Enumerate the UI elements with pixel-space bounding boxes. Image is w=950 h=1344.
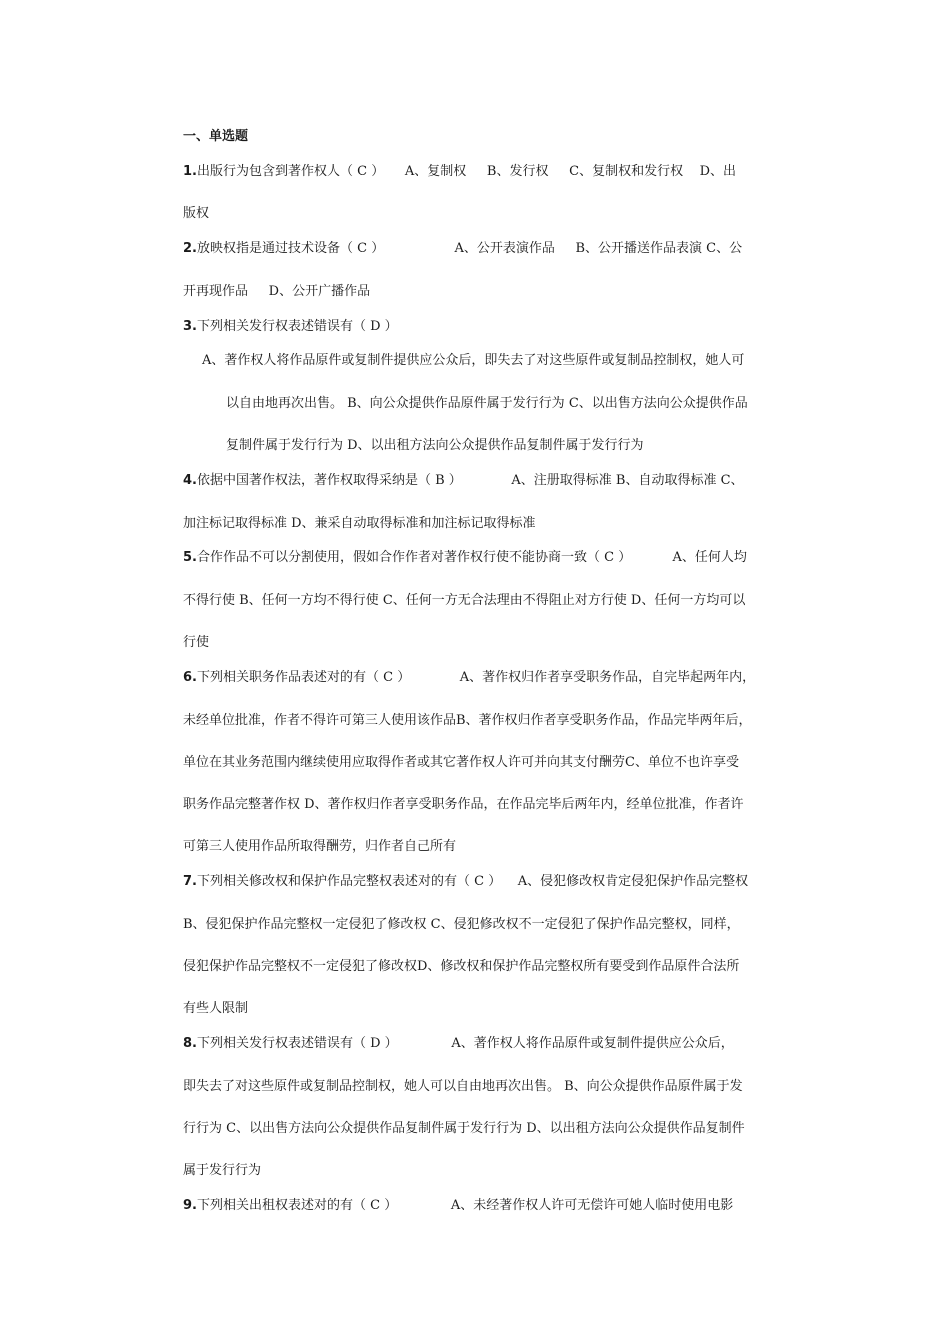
question-2-line-2: 开再现作品 D、公开广播作品	[183, 284, 371, 299]
question-text: 下列相关职务作品表述对的有（ C ） A、著作权归作者享受职务作品，自完毕起两年内，	[196, 670, 756, 685]
question-7-line-3: 侵犯保护作品完整权不一定侵犯了修改权D、修改权和保护作品完整权所有要受到作品原件合法所	[183, 959, 740, 974]
question-text: 放映权指是通过技术设备（ C ） A、公开表演作品 B、公开播送作品表演 C、公	[196, 241, 743, 256]
question-9-line-1	[183, 1197, 733, 1215]
question-6-line-1	[183, 669, 755, 687]
question-number: 1.	[183, 164, 197, 179]
section-title: 一、单选题	[183, 129, 249, 144]
question-text: 依据中国著作权法，著作权取得采纳是（ B ） A、注册取得标准 B、自动取得标准 C、	[196, 473, 744, 488]
question-8-line-2: 即失去了对这些原件或复制品控制权，她人可以自由地再次出售。 B、向公众提供作品原件属于发	[183, 1079, 743, 1094]
question-1-line-2: 版权	[183, 206, 210, 221]
question-3-line-3: 以自由地再次出售。 B、向公众提供作品原件属于发行行为 C、以出售方法向公众提供作品	[226, 396, 748, 411]
question-number: 9.	[183, 1198, 197, 1213]
question-text: 出版行为包含到著作权人（ C ） A、复制权 B、发行权 C、复制权和发行权 D、出	[196, 164, 737, 179]
question-3-line-2: A、著作权人将作品原件或复制件提供应公众后，即失去了对这些原件或复制品控制权，她人可	[202, 353, 745, 368]
question-text: 下列相关出租权表述对的有（ C ） A、未经著作权人许可无偿许可她人临时使用电影	[196, 1198, 734, 1213]
question-number: 8.	[183, 1036, 197, 1051]
question-1-line-1	[183, 163, 736, 181]
question-number: 4.	[183, 473, 197, 488]
question-text: 下列相关发行权表述错误有（ D ）	[196, 319, 398, 334]
question-8-line-4: 属于发行行为	[183, 1163, 262, 1178]
question-5-line-3: 行使	[183, 635, 210, 650]
question-text: 合作作品不可以分割使用，假如合作作者对著作权行使不能协商一致（ C ） A、任何人均	[196, 550, 747, 565]
question-5-line-1	[183, 549, 747, 567]
question-number: 7.	[183, 874, 197, 889]
question-6-line-5: 可第三人使用作品所取得酬劳，归作者自己所有	[183, 839, 457, 854]
question-7-line-1	[183, 873, 748, 891]
question-3-line-1	[183, 318, 398, 336]
question-text: 下列相关修改权和保护作品完整权表述对的有（ C ） A、侵犯修改权肯定侵犯保护作品完整权	[196, 874, 749, 889]
question-6-line-3: 单位在其业务范围内继续使用应取得作者或其它著作权人许可并向其支付酬劳C、单位不也许享受	[183, 755, 739, 770]
question-4-line-1	[183, 472, 744, 490]
question-2-line-1	[183, 240, 742, 258]
question-7-line-4: 有些人限制	[183, 1001, 249, 1016]
question-number: 3.	[183, 319, 197, 334]
question-6-line-2: 未经单位批准，作者不得许可第三人使用该作品B、著作权归作者享受职务作品，作品完毕两年后，	[183, 713, 752, 728]
question-4-line-2: 加注标记取得标准 D、兼采自动取得标准和加注标记取得标准	[183, 516, 536, 531]
question-3-line-4: 复制件属于发行行为 D、以出租方法向公众提供作品复制件属于发行行为	[226, 438, 644, 453]
question-5-line-2: 不得行使 B、任何一方均不得行使 C、任何一方无合法理由不得阻止对方行使 D、任何一方均可以	[183, 593, 746, 608]
question-number: 6.	[183, 670, 197, 685]
question-text: 下列相关发行权表述错误有（ D ） A、著作权人将作品原件或复制件提供应公众后，	[196, 1036, 734, 1051]
question-8-line-1	[183, 1035, 734, 1053]
question-number: 2.	[183, 241, 197, 256]
question-number: 5.	[183, 550, 197, 565]
question-6-line-4: 职务作品完整著作权 D、著作权归作者享受职务作品，在作品完毕后两年内，经单位批准，作者许	[183, 797, 744, 812]
question-8-line-3: 行行为 C、以出售方法向公众提供作品复制件属于发行行为 D、以出租方法向公众提供作品复制件	[183, 1121, 745, 1136]
question-7-line-2: B、侵犯保护作品完整权一定侵犯了修改权 C、侵犯修改权不一定侵犯了保护作品完整权，同样，	[183, 917, 740, 932]
